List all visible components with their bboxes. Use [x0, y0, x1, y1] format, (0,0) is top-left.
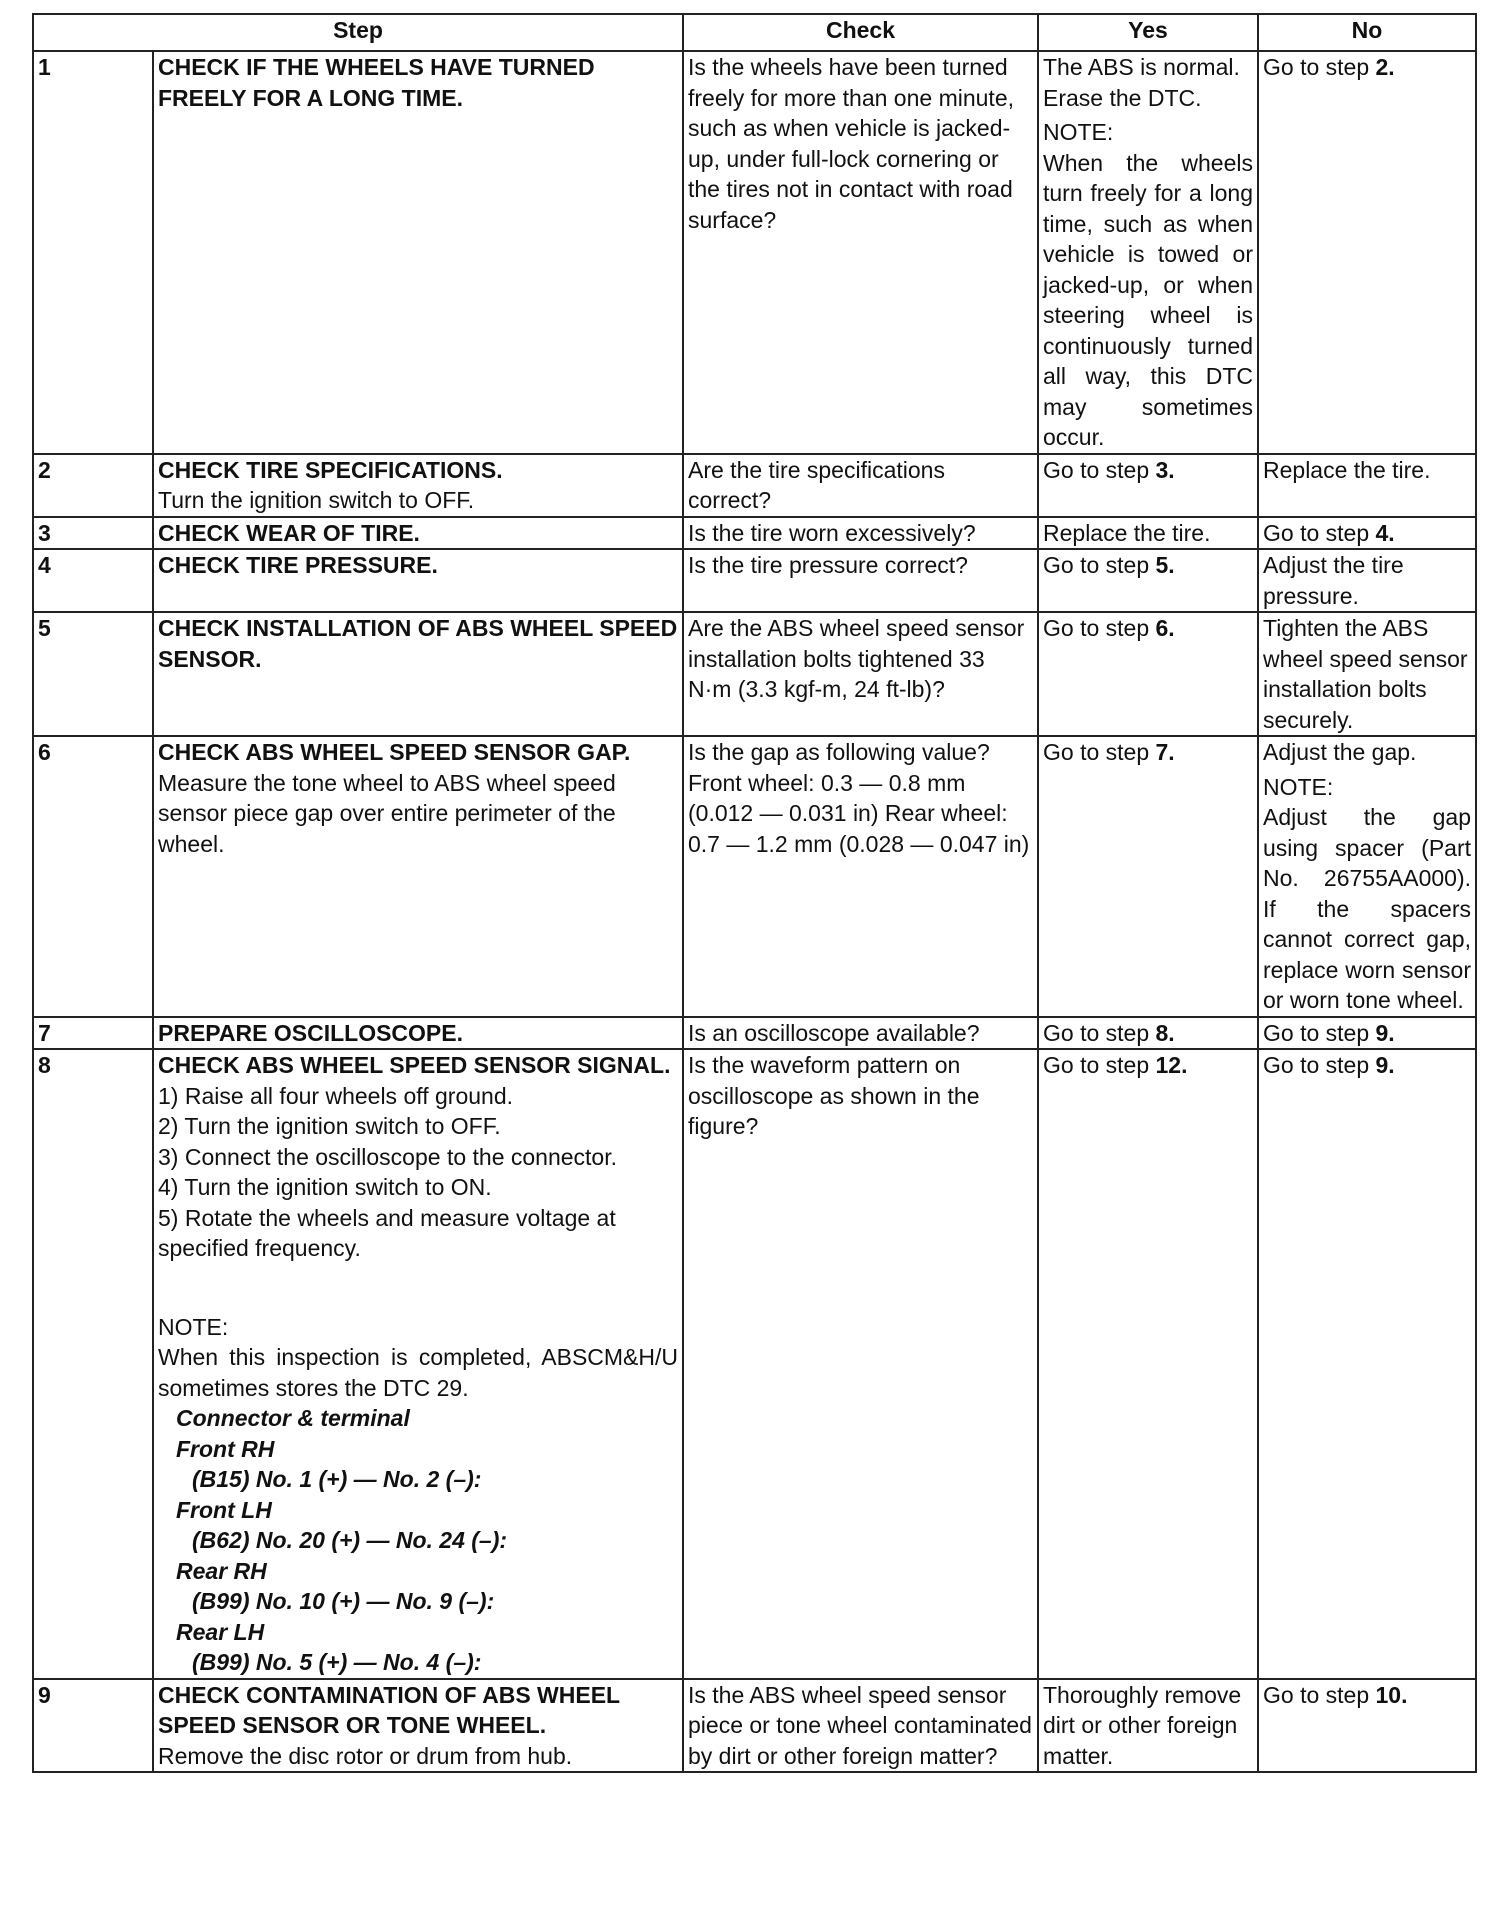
no-cell: Replace the tire. — [1258, 454, 1476, 517]
table-row — [33, 612, 1476, 736]
no-cell: Adjust the tire pressure. — [1258, 549, 1476, 612]
header-yes: Yes — [1038, 14, 1258, 51]
step-description: Turn the ignition switch to OFF. — [158, 487, 475, 513]
step-number: 1 — [33, 51, 153, 454]
yes-prefix: Go to step — [1043, 1019, 1156, 1046]
check-cell: Is the waveform pattern on oscilloscope as shown in the figure? — [683, 1049, 1038, 1679]
step-number: 8 — [33, 1049, 153, 1679]
no-step-ref: 2. — [1375, 54, 1395, 80]
yes-cell — [1038, 549, 1258, 612]
step-description: Measure the tone wheel to ABS wheel speed sensor piece gap over entire perimeter of the wheel. — [158, 769, 616, 857]
no-cell — [1258, 517, 1476, 550]
connector-pins-rear-lh: (B99) No. 5 (+) — No. 4 (–): — [192, 1649, 482, 1675]
table-row — [33, 517, 1476, 550]
procedure-step: 5) Rotate the wheels and measure voltage at specified frequency. — [158, 1204, 616, 1261]
step-number: 5 — [33, 612, 153, 736]
yes-cell — [1038, 1017, 1258, 1050]
no-cell — [1258, 1017, 1476, 1050]
step-title: CHECK TIRE SPECIFICATIONS. — [158, 456, 503, 483]
yes-step-ref: 5. — [1155, 552, 1175, 578]
check-cell: Is the tire worn excessively? — [683, 517, 1038, 550]
check-cell: Is the ABS wheel speed sensor piece or tone wheel contaminated by dirt or other foreign matter? — [683, 1679, 1038, 1773]
no-prefix: Go to step — [1263, 1019, 1376, 1046]
step-title: CHECK WEAR OF TIRE. — [158, 519, 420, 546]
step-cell — [153, 736, 683, 1017]
note-label: NOTE: — [1043, 119, 1114, 145]
header-no: No — [1258, 14, 1476, 51]
step-title: CHECK IF THE WHEELS HAVE TURNED FREELY FOR A LONG TIME. — [158, 54, 595, 111]
yes-step-ref: 6. — [1155, 615, 1175, 641]
yes-cell — [1038, 736, 1258, 1017]
step-number: 3 — [33, 517, 153, 550]
yes-cell: Replace the tire. — [1038, 517, 1258, 550]
connector-title: Connector & terminal — [176, 1405, 410, 1431]
no-step-ref: 9. — [1375, 1052, 1395, 1078]
yes-prefix: Go to step — [1043, 615, 1156, 641]
note-label: NOTE: — [1263, 773, 1334, 800]
check-cell: Is an oscilloscope available? — [683, 1017, 1038, 1050]
table-header-row — [33, 14, 1476, 51]
check-cell: Is the wheels have been turned freely for more than one minute, such as when vehicle is jacked-up, under full-lock cornering or the tires not in contact with road surface? — [683, 51, 1038, 454]
connector-label-rear-lh: Rear LH — [176, 1618, 265, 1645]
yes-cell — [1038, 1049, 1258, 1679]
no-cell — [1258, 1049, 1476, 1679]
no-cell — [1258, 51, 1476, 454]
step-title: PREPARE OSCILLOSCOPE. — [158, 1019, 464, 1046]
note-label: NOTE: — [158, 1313, 229, 1340]
yes-text: The ABS is normal. Erase the DTC. — [1043, 54, 1240, 111]
connector-pins-rear-rh: (B99) No. 10 (+) — No. 9 (–): — [192, 1588, 495, 1614]
yes-cell — [1038, 612, 1258, 736]
no-cell — [1258, 1679, 1476, 1773]
yes-step-ref: 3. — [1155, 456, 1175, 483]
yes-prefix: Go to step — [1043, 552, 1156, 578]
connector-label-front-rh: Front RH — [176, 1435, 275, 1462]
note-text: Adjust the gap using spacer (Part No. 26755AA000). If the spacers cannot correct gap, replace worn sensor or worn tone wheel. — [1263, 804, 1471, 1013]
yes-step-ref: 7. — [1155, 739, 1175, 765]
yes-prefix: Go to step — [1043, 739, 1156, 765]
yes-step-ref: 8. — [1155, 1019, 1175, 1046]
step-cell — [153, 1679, 683, 1773]
table-row — [33, 1049, 1476, 1679]
step-cell — [153, 612, 683, 736]
step-cell — [153, 517, 683, 550]
step-title: CHECK INSTALLATION OF ABS WHEEL SPEED SENSOR. — [158, 615, 678, 672]
header-check: Check — [683, 14, 1038, 51]
yes-cell: Thoroughly remove dirt or other foreign matter. — [1038, 1679, 1258, 1773]
note-text: When this inspection is completed, ABSCM&H/U sometimes stores the DTC 29. — [158, 1344, 678, 1401]
table-row — [33, 1679, 1476, 1773]
step-title: CHECK ABS WHEEL SPEED SENSOR SIGNAL. — [158, 1052, 671, 1078]
step-cell — [153, 51, 683, 454]
step-cell — [153, 1017, 683, 1050]
connector-pins-front-rh: (B15) No. 1 (+) — No. 2 (–): — [192, 1466, 482, 1492]
procedure-step: 4) Turn the ignition switch to ON. — [158, 1174, 492, 1200]
check-cell: Are the tire specifications correct? — [683, 454, 1038, 517]
table-row — [33, 1017, 1476, 1050]
no-step-ref: 10. — [1375, 1681, 1408, 1708]
yes-cell — [1038, 454, 1258, 517]
table-row — [33, 454, 1476, 517]
diagnostic-table — [32, 13, 1477, 1773]
table-row — [33, 549, 1476, 612]
check-cell: Is the tire pressure correct? — [683, 549, 1038, 612]
no-prefix: Go to step — [1263, 519, 1376, 546]
yes-cell — [1038, 51, 1258, 454]
no-prefix: Go to step — [1263, 1052, 1376, 1078]
step-cell — [153, 549, 683, 612]
step-title: CHECK ABS WHEEL SPEED SENSOR GAP. — [158, 739, 631, 765]
yes-prefix: Go to step — [1043, 1052, 1156, 1078]
step-number: 4 — [33, 549, 153, 612]
procedure-step: 1) Raise all four wheels off ground. — [158, 1082, 513, 1109]
table-row — [33, 736, 1476, 1017]
no-step-ref: 9. — [1375, 1019, 1395, 1046]
table-row — [33, 51, 1476, 454]
check-cell: Are the ABS wheel speed sensor installation bolts tightened 33 N·m (3.3 kgf-m, 24 ft-lb)? — [683, 612, 1038, 736]
connector-label-rear-rh: Rear RH — [176, 1557, 267, 1584]
no-step-ref: 4. — [1375, 519, 1395, 546]
step-number: 2 — [33, 454, 153, 517]
no-text: Adjust the gap. — [1263, 739, 1417, 765]
spacer — [158, 1264, 678, 1312]
connector-label-front-lh: Front LH — [176, 1496, 272, 1523]
step-description: Remove the disc rotor or drum from hub. — [158, 1742, 573, 1769]
note-text: When the wheels turn freely for a long time, such as when vehicle is towed or jacked-up, or when steering wheel is continuously turned all way, this DTC may sometimes occur. — [1043, 149, 1253, 450]
step-cell — [153, 454, 683, 517]
no-cell — [1258, 736, 1476, 1017]
step-cell — [153, 1049, 683, 1679]
step-title: CHECK TIRE PRESSURE. — [158, 552, 438, 578]
connector-pins-front-lh: (B62) No. 20 (+) — No. 24 (–): — [192, 1527, 508, 1553]
yes-prefix: Go to step — [1043, 456, 1156, 483]
no-prefix: Go to step — [1263, 54, 1376, 80]
procedure-step: 3) Connect the oscilloscope to the connector. — [158, 1143, 618, 1170]
no-prefix: Go to step — [1263, 1681, 1376, 1708]
step-title: CHECK CONTAMINATION OF ABS WHEEL SPEED SENSOR OR TONE WHEEL. — [158, 1681, 620, 1738]
check-cell: Is the gap as following value? Front wheel: 0.3 — 0.8 mm (0.012 — 0.031 in) Rear wheel: 0.7 — 1.2 mm (0.028 — 0.047 in) — [683, 736, 1038, 1017]
yes-step-ref: 12. — [1155, 1052, 1188, 1078]
step-number: 7 — [33, 1017, 153, 1050]
no-cell: Tighten the ABS wheel speed sensor installation bolts securely. — [1258, 612, 1476, 736]
procedure-step: 2) Turn the ignition switch to OFF. — [158, 1113, 501, 1139]
step-number: 6 — [33, 736, 153, 1017]
header-step: Step — [33, 14, 683, 51]
step-number: 9 — [33, 1679, 153, 1773]
